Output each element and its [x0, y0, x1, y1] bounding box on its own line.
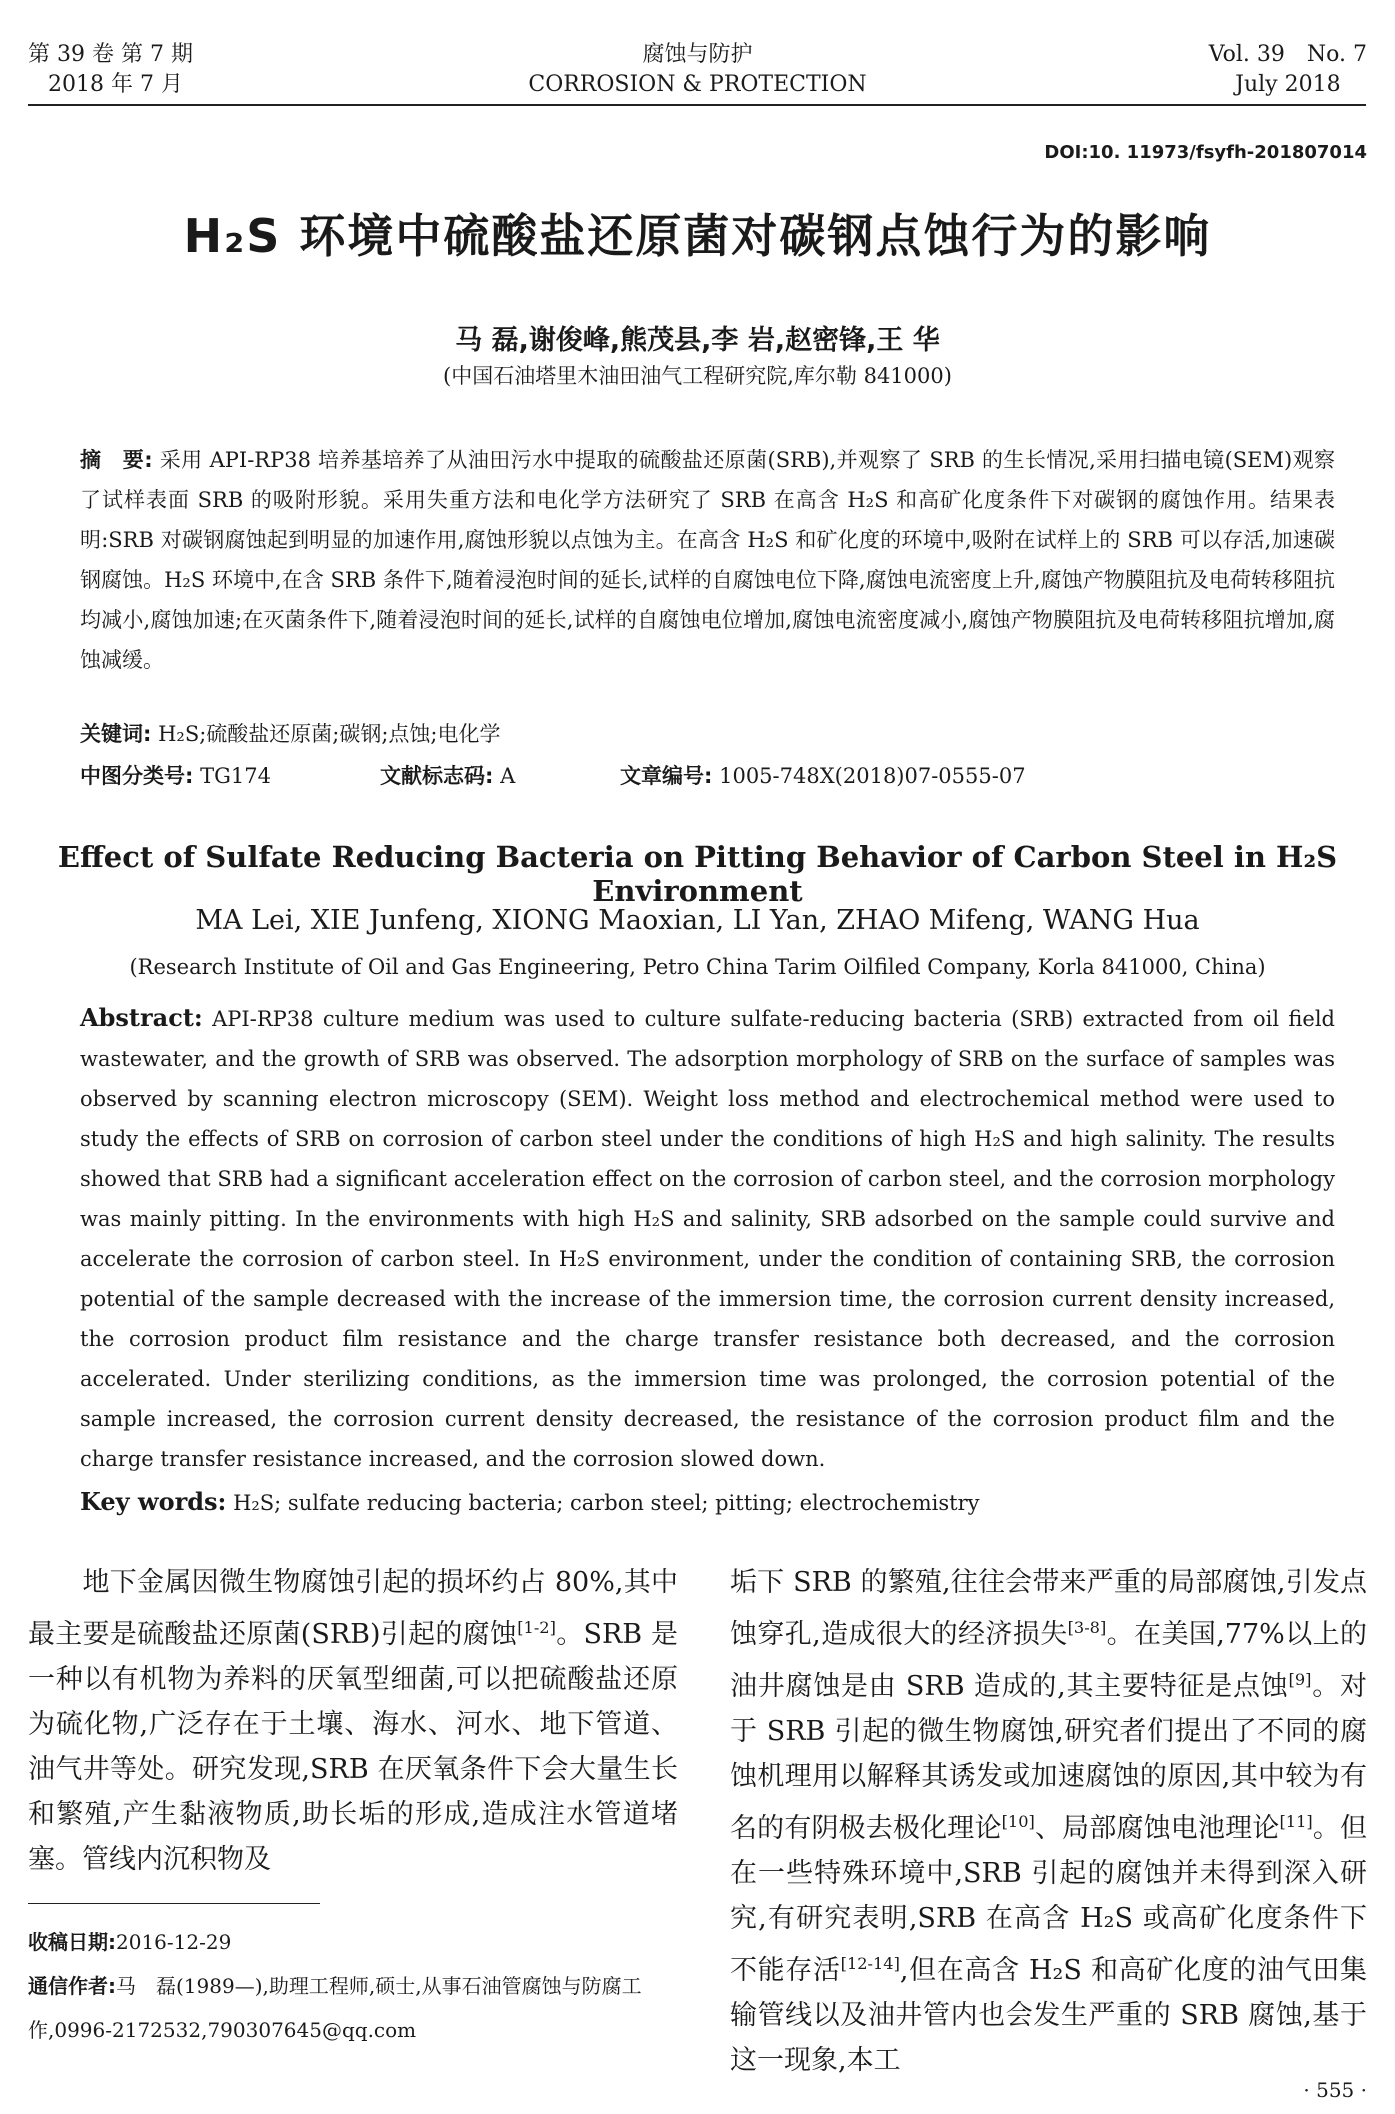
doi: DOI:10. 11973/fsyfh-201807014: [1044, 142, 1367, 163]
clc-value: TG174: [200, 764, 271, 788]
page-title: H₂S 环境中硫酸盐还原菌对碳钢点蚀行为的影响: [183, 209, 1212, 263]
abstract-en-text: API-RP38 culture medium was used to culture sulfate-reducing bacteria (SRB) extracted from oil field wastewater, and the growth of SRB was observed. The adsorption morphology of SRB on the surface of samples was observed by scanning electron microscopy (SEM). Weight loss method and electrochemical method were used to study the effects of SRB on corrosion of carbon steel under the conditions of high H₂S and high salinity. The results showed that SRB had a significant acceleration effect on the corrosion of carbon steel, and the corrosion morphology was mainly pitting. In the environments with high H₂S and salinity, SRB adsorbed on the sample could survive and accelerate the corrosion of carbon steel. In H₂S environment, under the condition of containing SRB, the corrosion potential of the sample decreased with the increase of the immersion time, the corrosion current density increased, the corrosion product film resistance and the charge transfer resistance both decreased, and the corrosion accelerated. Under sterilizing conditions, as the immersion time was prolonged, the corrosion potential of the sample increased, the corrosion current density decreased, the resistance of the corrosion product film and the charge transfer resistance increased, and the corrosion slowed down.: [80, 1007, 1335, 1471]
affiliation-en: (Research Institute of Oil and Gas Engineering, Petro China Tarim Oilfiled Company, Korla 841000, China): [129, 955, 1266, 979]
body-right-a: 垢下 SRB 的繁殖,往往会带来严重的局部腐蚀,引发点蚀穿孔,造成很大的经济损失: [730, 1567, 1367, 1650]
keywords-cn: [80, 718, 501, 748]
keywords-en: [80, 1487, 980, 1516]
author-value: 马 磊(1989—),助理工程师,硕士,从事石油管腐蚀与防腐工作,0996-2172532,790307645@qq.com: [28, 1974, 642, 2042]
intro-paragraph-1a: 地下金属因微生物腐蚀引起的损坏约占 80%,其中最主要是硫酸盐还原菌(SRB)引起的腐蚀: [28, 1567, 678, 1650]
date-en: July 2018: [1235, 72, 1341, 97]
citation: [9]: [1288, 1670, 1312, 1689]
abstract-en-label: Abstract:: [80, 1003, 203, 1032]
volume-issue-en: Vol. 39 No. 7: [1208, 42, 1367, 67]
clc-number: [80, 760, 271, 790]
citation: [3-8]: [1067, 1618, 1107, 1637]
body-column-right: [730, 1560, 1367, 2083]
title-en: Effect of Sulfate Reducing Bacteria on Pitting Behavior of Carbon Steel in H₂S Environment: [57, 840, 1338, 908]
abstract-cn: [80, 440, 1335, 680]
date-cn: 2018 年 7 月: [48, 72, 183, 97]
footnote: [28, 1920, 688, 2052]
journal-name-cn: 腐蚀与防护: [642, 42, 753, 67]
keywords-cn-text: H₂S;硫酸盐还原菌;碳钢;点蚀;电化学: [158, 722, 501, 746]
received-value: 2016-12-29: [116, 1930, 232, 1954]
citation: [11]: [1279, 1812, 1313, 1831]
received-date: [28, 1920, 688, 1964]
keywords-cn-label: 关键词:: [80, 722, 152, 746]
keywords-en-text: H₂S; sulfate reducing bacteria; carbon steel; pitting; electrochemistry: [233, 1491, 980, 1515]
abstract-cn-text: 采用 API-RP38 培养基培养了从油田污水中提取的硫酸盐还原菌(SRB),并观察了 SRB 的生长情况,采用扫描电镜(SEM)观察了试样表面 SRB 的吸附形貌。采用失重方法和电化学方法研究了 SRB 在高含 H₂S 和高矿化度条件下对碳钢的腐蚀作用。结果表明:SRB 对碳钢腐蚀起到明显的加速作用,腐蚀形貌以点蚀为主。在高含 H₂S 和矿化度的环境中,吸附在试样上的 SRB 可以存活,加速碳钢腐蚀。H₂S 环境中,在含 SRB 条件下,随着浸泡时间的延长,试样的自腐蚀电位下降,腐蚀电流密度上升,腐蚀产物膜阻抗及电荷转移阻抗均减小,腐蚀加速;在灭菌条件下,随着浸泡时间的延长,试样的自腐蚀电位增加,腐蚀电流密度减小,腐蚀产物膜阻抗及电荷转移阻抗增加,腐蚀减缓。: [80, 448, 1335, 672]
body-right-e: 。但在一些特殊环境中,SRB 引起的腐蚀并未得到深入研究,有研究表明,SRB 在高含 H₂S 或高矿化度条件下不能存活: [730, 1813, 1368, 1986]
footnote-separator: [28, 1903, 320, 1904]
doc-code-label: 文献标志码:: [380, 764, 494, 788]
document-code: [380, 760, 515, 790]
abstract-cn-label: 摘 要:: [80, 448, 153, 472]
citation: [1-2]: [517, 1618, 556, 1637]
journal-name-en: CORROSION & PROTECTION: [528, 72, 867, 97]
citation: [10]: [1001, 1812, 1035, 1831]
body-right-d: 、局部腐蚀电池理论: [1034, 1813, 1280, 1844]
body-right-b: 。在美国,77%以上的油井腐蚀是由 SRB 造成的,其主要特征是点蚀: [730, 1619, 1367, 1702]
affiliation: (中国石油塔里木油田油气工程研究院,库尔勒 841000): [443, 364, 952, 388]
header-rule: [28, 104, 1366, 106]
body-column-left: [28, 1560, 678, 1882]
article-number-value: 1005-748X(2018)07-0555-07: [719, 764, 1026, 788]
authors: 马 磊,谢俊峰,熊茂县,李 岩,赵密锋,王 华: [455, 325, 940, 356]
citation: [12-14]: [840, 1954, 900, 1973]
body-right-c: 。对于 SRB 引起的微生物腐蚀,研究者们提出了不同的腐蚀机理用以解释其诱发或加速腐蚀的原因,其中较为有名的有阴极去极化理论: [730, 1671, 1367, 1844]
doc-code-value: A: [500, 764, 516, 788]
volume-issue-cn: 第 39 卷 第 7 期: [28, 42, 193, 67]
page-number: · 555 ·: [1303, 2078, 1367, 2102]
intro-paragraph-1b: 。SRB 是一种以有机物为养料的厌氧型细菌,可以把硫酸盐还原为硫化物,广泛存在于土壤、海水、河水、地下管道、油气井等处。研究发现,SRB 在厌氧条件下会大量生长和繁殖,产生黏液物质,助长垢的形成,造成注水管道堵塞。管线内沉积物及: [28, 1619, 679, 1875]
authors-en: MA Lei, XIE Junfeng, XIONG Maoxian, LI Yan, ZHAO Mifeng, WANG Hua: [195, 905, 1200, 936]
clc-label: 中图分类号:: [80, 764, 194, 788]
received-label: 收稿日期:: [28, 1930, 116, 1954]
article-number-label: 文章编号:: [620, 764, 713, 788]
body-right-f: ,但在高含 H₂S 和高矿化度的油气田集输管线以及油井管内也会发生严重的 SRB 腐蚀,基于这一现象,本工: [730, 1955, 1367, 2076]
author-label: 通信作者:: [28, 1974, 116, 1998]
keywords-en-label: Key words:: [80, 1487, 227, 1516]
corresponding-author: [28, 1964, 688, 2052]
journal-name: [0, 40, 1395, 100]
journal-volume-en: [1209, 40, 1367, 100]
abstract-en: [80, 998, 1335, 1479]
article-number: [620, 760, 1026, 790]
